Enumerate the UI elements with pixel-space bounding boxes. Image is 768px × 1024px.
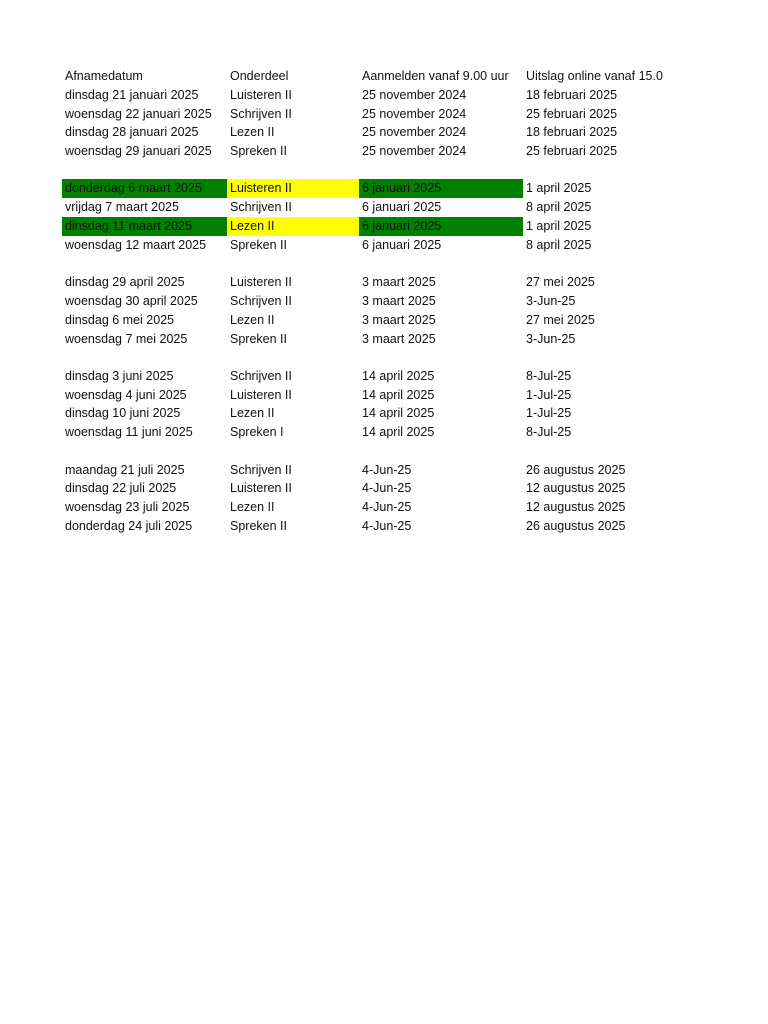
date-cell: vrijdag 7 maart 2025 [65, 200, 179, 215]
part-cell: Schrijven II [230, 106, 292, 121]
result-cell: 1 april 2025 [526, 181, 592, 196]
header-onderdeel: Onderdeel [230, 69, 289, 83]
table-row [62, 517, 762, 536]
date-cell: donderdag 24 juli 2025 [65, 518, 193, 533]
register-cell-highlighted: 6 januari 2025 [359, 217, 523, 236]
register-cell: 14 april 2025 [362, 368, 435, 383]
part-cell: Schrijven II [230, 462, 292, 477]
register-cell: 4-Jun-25 [362, 462, 412, 477]
register-cell: 3 maart 2025 [362, 331, 436, 346]
part-cell-highlighted: Luisteren II [227, 179, 359, 198]
date-cell: dinsdag 28 januari 2025 [65, 125, 199, 140]
part-cell: Luisteren II [230, 275, 292, 290]
date-cell: woensdag 12 maart 2025 [65, 237, 207, 252]
date-cell: dinsdag 29 april 2025 [65, 275, 185, 290]
date-cell: woensdag 22 januari 2025 [65, 106, 212, 121]
part-cell: Lezen II [230, 312, 275, 327]
spacer-row [62, 161, 762, 180]
register-cell: 14 april 2025 [362, 406, 435, 421]
date-cell: maandag 21 juli 2025 [65, 462, 185, 477]
register-cell: 6 januari 2025 [362, 200, 442, 215]
result-cell: 25 februari 2025 [526, 144, 618, 159]
date-cell: dinsdag 22 juli 2025 [65, 481, 177, 496]
table-row [62, 273, 762, 292]
result-cell: 18 februari 2025 [526, 87, 618, 102]
part-cell: Spreken II [230, 237, 287, 252]
spacer-row [62, 255, 762, 274]
register-cell-highlighted: 6 januari 2025 [359, 179, 523, 198]
result-cell: 3-Jun-25 [526, 293, 576, 308]
result-cell: 8-Jul-25 [526, 368, 572, 383]
header-uitslag: Uitslag online vanaf 15.0 [526, 69, 663, 83]
part-cell: Luisteren II [230, 387, 292, 402]
date-cell-highlighted: donderdag 6 maart 2025 [62, 179, 227, 198]
table-row [62, 311, 762, 330]
register-cell: 6 januari 2025 [362, 237, 442, 252]
result-cell: 18 februari 2025 [526, 125, 618, 140]
table-row [62, 198, 762, 217]
part-cell: Schrijven II [230, 293, 292, 308]
part-cell: Spreken II [230, 331, 287, 346]
date-cell: woensdag 29 januari 2025 [65, 144, 212, 159]
spacer-row [62, 348, 762, 367]
date-cell: woensdag 23 juli 2025 [65, 500, 190, 515]
table-row [62, 461, 762, 480]
result-cell: 25 februari 2025 [526, 106, 618, 121]
date-cell-highlighted: dinsdag 11 maart 2025 [62, 217, 227, 236]
table-row [62, 479, 762, 498]
result-cell: 3-Jun-25 [526, 331, 576, 346]
part-cell: Luisteren II [230, 481, 292, 496]
result-cell: 26 augustus 2025 [526, 462, 626, 477]
register-cell: 4-Jun-25 [362, 518, 412, 533]
part-cell: Spreken I [230, 425, 284, 440]
part-cell: Schrijven II [230, 368, 292, 383]
part-cell: Schrijven II [230, 200, 292, 215]
date-cell: dinsdag 3 juni 2025 [65, 368, 174, 383]
table-row [62, 423, 762, 442]
result-cell: 1-Jul-25 [526, 406, 572, 421]
result-cell: 8-Jul-25 [526, 425, 572, 440]
result-cell: 26 augustus 2025 [526, 518, 626, 533]
header-row [62, 67, 762, 86]
result-cell: 27 mei 2025 [526, 312, 595, 327]
register-cell: 4-Jun-25 [362, 500, 412, 515]
result-cell: 8 april 2025 [526, 237, 592, 252]
register-cell: 14 april 2025 [362, 387, 435, 402]
table-row [62, 386, 762, 405]
table-row [62, 292, 762, 311]
header-afnamedatum: Afnamedatum [65, 69, 143, 83]
register-cell: 3 maart 2025 [362, 275, 436, 290]
table-row [62, 86, 762, 105]
date-cell: woensdag 7 mei 2025 [65, 331, 188, 346]
table-row [62, 142, 762, 161]
table-row [62, 330, 762, 349]
table-row [62, 179, 762, 198]
result-cell: 8 april 2025 [526, 200, 592, 215]
table-row [62, 367, 762, 386]
result-cell: 1-Jul-25 [526, 387, 572, 402]
register-cell: 25 november 2024 [362, 144, 467, 159]
part-cell: Spreken II [230, 144, 287, 159]
table-row [62, 105, 762, 124]
part-cell: Spreken II [230, 518, 287, 533]
date-cell: dinsdag 21 januari 2025 [65, 87, 199, 102]
register-cell: 25 november 2024 [362, 106, 467, 121]
exam-schedule-sheet [62, 67, 762, 536]
date-cell: woensdag 30 april 2025 [65, 293, 198, 308]
date-cell: dinsdag 10 juni 2025 [65, 406, 181, 421]
register-cell: 3 maart 2025 [362, 293, 436, 308]
result-cell: 27 mei 2025 [526, 275, 595, 290]
table-row [62, 123, 762, 142]
part-cell-highlighted: Lezen II [227, 217, 359, 236]
spacer-row [62, 442, 762, 461]
part-cell: Luisteren II [230, 87, 292, 102]
date-cell: dinsdag 6 mei 2025 [65, 312, 175, 327]
register-cell: 25 november 2024 [362, 125, 467, 140]
result-cell: 12 augustus 2025 [526, 481, 626, 496]
register-cell: 3 maart 2025 [362, 312, 436, 327]
table-row [62, 217, 762, 236]
register-cell: 25 november 2024 [362, 87, 467, 102]
date-cell: woensdag 4 juni 2025 [65, 387, 187, 402]
table-row [62, 236, 762, 255]
table-row [62, 498, 762, 517]
date-cell: woensdag 11 juni 2025 [65, 425, 193, 440]
part-cell: Lezen II [230, 125, 275, 140]
register-cell: 4-Jun-25 [362, 481, 412, 496]
register-cell: 14 april 2025 [362, 425, 435, 440]
header-aanmelden: Aanmelden vanaf 9.00 uur [362, 69, 509, 83]
part-cell: Lezen II [230, 406, 275, 421]
result-cell: 12 augustus 2025 [526, 500, 626, 515]
table-row [62, 404, 762, 423]
part-cell: Lezen II [230, 500, 275, 515]
result-cell: 1 april 2025 [526, 219, 592, 234]
